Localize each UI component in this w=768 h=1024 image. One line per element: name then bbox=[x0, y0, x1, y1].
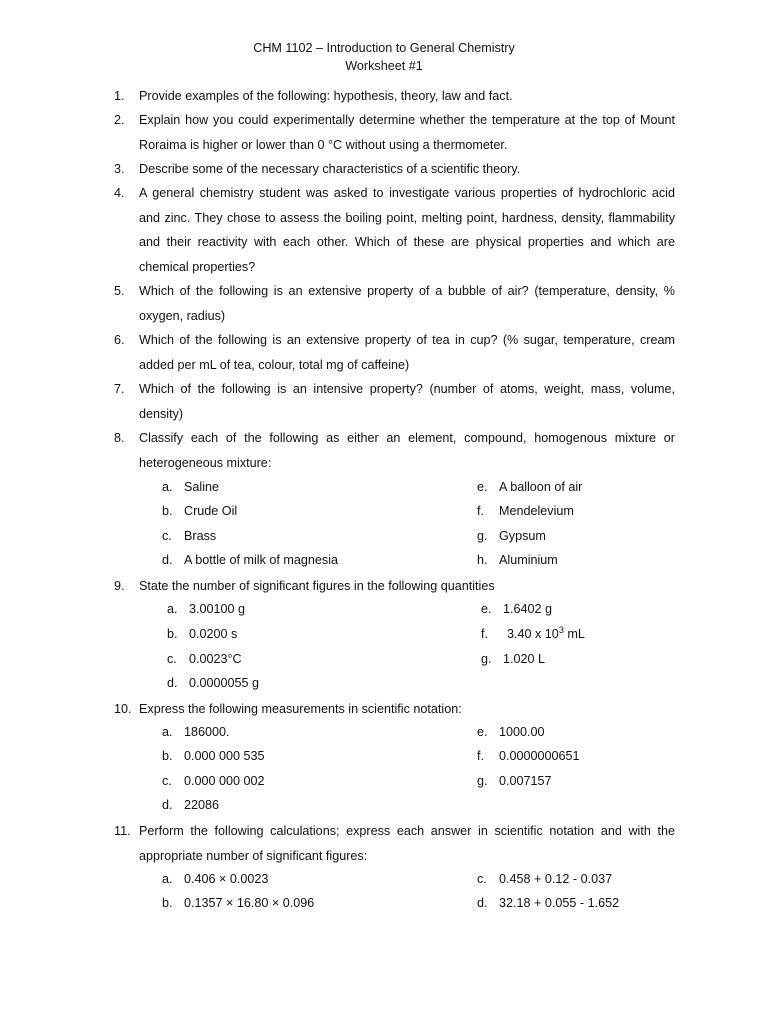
question-9 bbox=[114, 574, 675, 599]
list-item bbox=[477, 501, 574, 521]
question-2 bbox=[114, 108, 675, 157]
item-letter: c. bbox=[162, 774, 172, 788]
question-text: State the number of significant figures in the following quantities bbox=[139, 579, 495, 593]
item-text: Gypsum bbox=[499, 529, 546, 543]
question-8 bbox=[114, 426, 675, 475]
item-letter: a. bbox=[167, 602, 178, 616]
question-text: Which of the following is an intensive property? (number of atoms, weight, mass, volume, density) bbox=[139, 382, 675, 421]
item-text: 0.1357 × 16.80 × 0.096 bbox=[184, 896, 315, 910]
question-11 bbox=[114, 819, 675, 868]
item-text: 0.0000000651 bbox=[499, 749, 580, 763]
item-text: 0.0023°C bbox=[189, 652, 242, 666]
item-text: Crude Oil bbox=[184, 504, 238, 518]
item-letter: f. bbox=[477, 749, 484, 763]
question-number: 7. bbox=[114, 382, 125, 396]
item-letter: d. bbox=[167, 676, 178, 690]
item-letter: c. bbox=[162, 529, 172, 543]
item-text: A balloon of air bbox=[499, 480, 583, 494]
item-text: 1000.00 bbox=[499, 725, 545, 739]
list-item bbox=[481, 599, 552, 619]
item-text: Brass bbox=[184, 529, 217, 543]
item-letter: c. bbox=[167, 652, 177, 666]
question-number: 10. bbox=[114, 702, 132, 716]
item-text: Mendelevium bbox=[499, 504, 574, 518]
list-item bbox=[162, 869, 268, 889]
question-text: Explain how you could experimentally determine whether the temperature at the top of Mount Roraima is higher or lower than 0 °C without using a thermometer. bbox=[139, 113, 675, 152]
course-title: CHM 1102 – Introduction to General Chemistry bbox=[253, 41, 515, 55]
question-5 bbox=[114, 279, 675, 328]
list-item bbox=[162, 893, 314, 913]
list-item bbox=[162, 477, 219, 497]
list-item bbox=[167, 599, 245, 619]
item-letter: d. bbox=[477, 896, 488, 910]
item-letter: b. bbox=[162, 896, 173, 910]
item-text: 3.40 x 10 bbox=[507, 627, 559, 641]
item-text: 0.0000055 g bbox=[189, 676, 260, 690]
list-item bbox=[477, 771, 552, 791]
item-text: Aluminium bbox=[499, 553, 558, 567]
item-text: 22086 bbox=[184, 798, 220, 812]
list-item bbox=[167, 624, 237, 644]
question-1 bbox=[114, 84, 675, 109]
unit-text: mL bbox=[563, 627, 585, 641]
item-letter: e. bbox=[477, 725, 488, 739]
list-item bbox=[162, 746, 265, 766]
question-text: Describe some of the necessary characteristics of a scientific theory. bbox=[139, 162, 521, 176]
item-letter: e. bbox=[477, 480, 488, 494]
list-item bbox=[481, 649, 545, 669]
item-letter: g. bbox=[477, 774, 488, 788]
question-number: 1. bbox=[114, 89, 125, 103]
question-number: 9. bbox=[114, 579, 125, 593]
item-letter: g. bbox=[481, 652, 492, 666]
item-text: 0.000 000 002 bbox=[184, 774, 265, 788]
list-item bbox=[162, 501, 237, 521]
question-number: 5. bbox=[114, 284, 125, 298]
item-letter: g. bbox=[477, 529, 488, 543]
question-text: Express the following measurements in scientific notation: bbox=[139, 702, 462, 716]
item-text: 32.18 + 0.055 - 1.652 bbox=[499, 896, 620, 910]
item-text: 0.406 × 0.0023 bbox=[184, 872, 269, 886]
item-letter: b. bbox=[162, 749, 173, 763]
item-letter: a. bbox=[162, 480, 173, 494]
list-item bbox=[162, 550, 338, 570]
question-text: Classify each of the following as either an element, compound, homogenous mixture or heterogeneous mixture: bbox=[139, 431, 675, 470]
item-text: 3.00100 g bbox=[189, 602, 246, 616]
list-item bbox=[162, 526, 216, 546]
question-number: 3. bbox=[114, 162, 125, 176]
item-text: 0.0200 s bbox=[189, 627, 238, 641]
item-letter: b. bbox=[162, 504, 173, 518]
list-item bbox=[162, 771, 265, 791]
list-item bbox=[477, 550, 558, 570]
item-text: 186000. bbox=[184, 725, 230, 739]
list-item bbox=[477, 526, 546, 546]
list-item bbox=[167, 649, 242, 669]
item-letter: a. bbox=[162, 872, 173, 886]
item-letter: a. bbox=[162, 725, 173, 739]
question-number: 8. bbox=[114, 431, 125, 445]
item-text: 0.007157 bbox=[499, 774, 552, 788]
question-10 bbox=[114, 697, 675, 722]
question-number: 4. bbox=[114, 186, 125, 200]
question-4 bbox=[114, 181, 675, 279]
item-text: Saline bbox=[184, 480, 220, 494]
list-item bbox=[477, 722, 545, 742]
question-text: Which of the following is an extensive property of a bubble of air? (temperature, density, % oxygen, radius) bbox=[139, 284, 675, 323]
item-letter: b. bbox=[167, 627, 178, 641]
item-text: A bottle of milk of magnesia bbox=[184, 553, 339, 567]
item-letter: d. bbox=[162, 798, 173, 812]
item-text: 1.6402 g bbox=[503, 602, 553, 616]
question-number: 2. bbox=[114, 113, 125, 127]
list-item bbox=[477, 746, 580, 766]
exponent: 3 bbox=[558, 624, 564, 635]
item-text: 1.020 L bbox=[503, 652, 546, 666]
item-text: 0.000 000 535 bbox=[184, 749, 265, 763]
item-letter: h. bbox=[477, 553, 488, 567]
question-text: Perform the following calculations; express each answer in scientific notation and with the appropriate number of significant figures: bbox=[139, 824, 675, 863]
list-item bbox=[477, 869, 612, 889]
question-text: Which of the following is an extensive property of tea in cup? (% sugar, temperature, cream added per mL of tea, colour, total mg of caffeine) bbox=[139, 333, 675, 372]
list-item bbox=[477, 893, 619, 913]
item-text: 0.458 + 0.12 - 0.037 bbox=[499, 872, 613, 886]
question-7 bbox=[114, 377, 675, 426]
question-6 bbox=[114, 328, 675, 377]
item-letter: d. bbox=[162, 553, 173, 567]
list-item bbox=[481, 624, 585, 644]
worksheet-title: Worksheet #1 bbox=[345, 59, 423, 73]
list-item bbox=[167, 673, 259, 693]
question-3 bbox=[114, 157, 675, 182]
list-item bbox=[477, 477, 582, 497]
question-number: 11. bbox=[114, 824, 131, 838]
item-letter: f. bbox=[477, 504, 484, 518]
item-letter: f. bbox=[481, 627, 488, 641]
list-item bbox=[162, 795, 219, 815]
list-item bbox=[162, 722, 230, 742]
item-letter: c. bbox=[477, 872, 487, 886]
question-text: Provide examples of the following: hypothesis, theory, law and fact. bbox=[139, 89, 513, 103]
question-number: 6. bbox=[114, 333, 125, 347]
item-letter: e. bbox=[481, 602, 492, 616]
question-text: A general chemistry student was asked to investigate various properties of hydrochloric acid and zinc. They chose to assess the boiling point, melting point, hardness, density, flammability and their reactivity with each other. Which of these are physical properties and which are chemical properties? bbox=[139, 186, 675, 274]
